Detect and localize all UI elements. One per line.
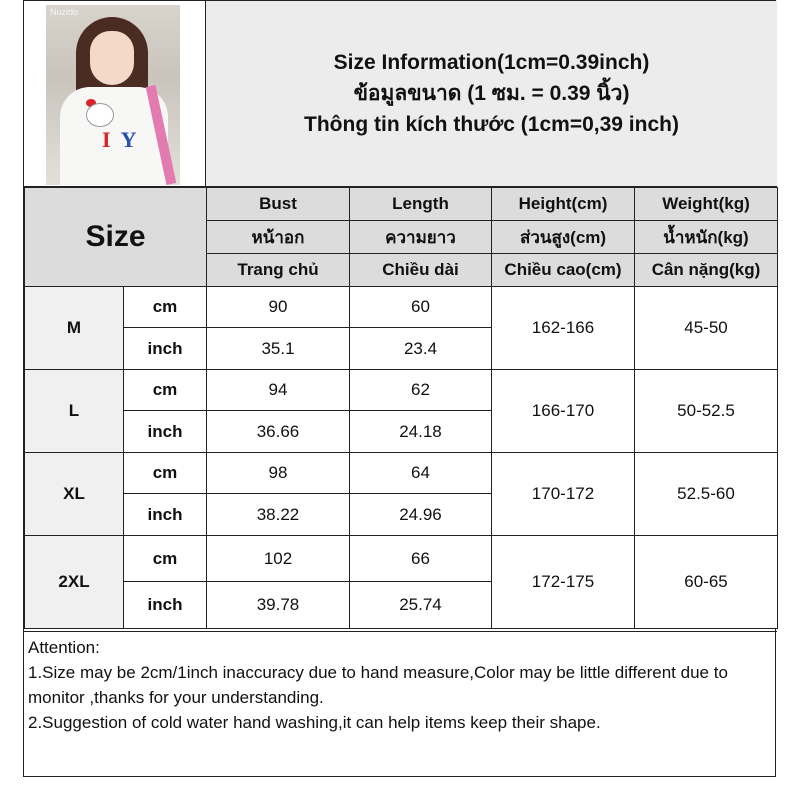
length-cm: 64 [350,453,492,494]
title-cell [206,1,777,187]
column-header-bust-th: หน้าอก [207,221,350,254]
weight-range: 52.5-60 [635,453,778,536]
unit-cm: cm [124,370,207,411]
length-inch: 25.74 [350,582,492,629]
height-range: 170-172 [492,453,635,536]
column-header-weight-th: น้ำหนัก(kg) [635,221,778,254]
bust-cm: 98 [207,453,350,494]
bust-inch: 36.66 [207,411,350,453]
title-english: Size Information(1cm=0.39inch) [333,51,650,74]
size-label-2xl: 2XL [25,536,124,629]
weight-range: 45-50 [635,287,778,370]
title-vietnamese: Thông tin kích thước (1cm=0,39 inch) [304,113,679,136]
title-thai: ข้อมูลขนาด (1 ซม. = 0.39 นิ้ว) [353,82,630,105]
bust-inch: 38.22 [207,494,350,536]
bust-cm: 90 [207,287,350,328]
size-label-xl: XL [25,453,124,536]
size-chart [23,0,776,777]
unit-inch: inch [124,411,207,453]
column-header-height-en: Height(cm) [492,188,635,221]
column-header-height-vi: Chiều cao(cm) [492,254,635,287]
column-header-bust-vi: Trang chủ [207,254,350,287]
chart-header [24,1,777,187]
unit-inch: inch [124,582,207,629]
unit-inch: inch [124,494,207,536]
size-label-l: L [25,370,124,453]
column-header-length-th: ความยาว [350,221,492,254]
photo-watermark: Nuzido [50,7,79,17]
column-header-length-en: Length [350,188,492,221]
unit-inch: inch [124,328,207,370]
size-label-m: M [25,287,124,370]
bust-cm: 102 [207,536,350,582]
attention-heading: Attention: [28,638,100,657]
attention-notes [24,631,777,778]
attention-note-2: 2.Suggestion of cold water hand washing,it can help items keep their shape. [28,713,601,732]
column-header-height-th: ส่วนสูง(cm) [492,221,635,254]
weight-range: 60-65 [635,536,778,629]
unit-cm: cm [124,453,207,494]
height-range: 172-175 [492,536,635,629]
product-photo-cell [24,1,206,187]
column-header-length-vi: Chiều dài [350,254,492,287]
bust-inch: 35.1 [207,328,350,370]
size-header: Size [25,188,207,287]
attention-note-1: 1.Size may be 2cm/1inch inaccuracy due to hand measure,Color may be little different due to monitor ,thanks for your understanding. [28,663,728,707]
column-header-weight-vi: Cân nặng(kg) [635,254,778,287]
size-table [24,187,778,629]
product-photo: I Y Nuzido [46,5,180,185]
length-inch: 24.96 [350,494,492,536]
length-cm: 62 [350,370,492,411]
bust-cm: 94 [207,370,350,411]
height-range: 162-166 [492,287,635,370]
bust-inch: 39.78 [207,582,350,629]
length-inch: 24.18 [350,411,492,453]
column-header-weight-en: Weight(kg) [635,188,778,221]
column-header-bust-en: Bust [207,188,350,221]
unit-cm: cm [124,287,207,328]
unit-cm: cm [124,536,207,582]
length-inch: 23.4 [350,328,492,370]
weight-range: 50-52.5 [635,370,778,453]
length-cm: 66 [350,536,492,582]
length-cm: 60 [350,287,492,328]
height-range: 166-170 [492,370,635,453]
